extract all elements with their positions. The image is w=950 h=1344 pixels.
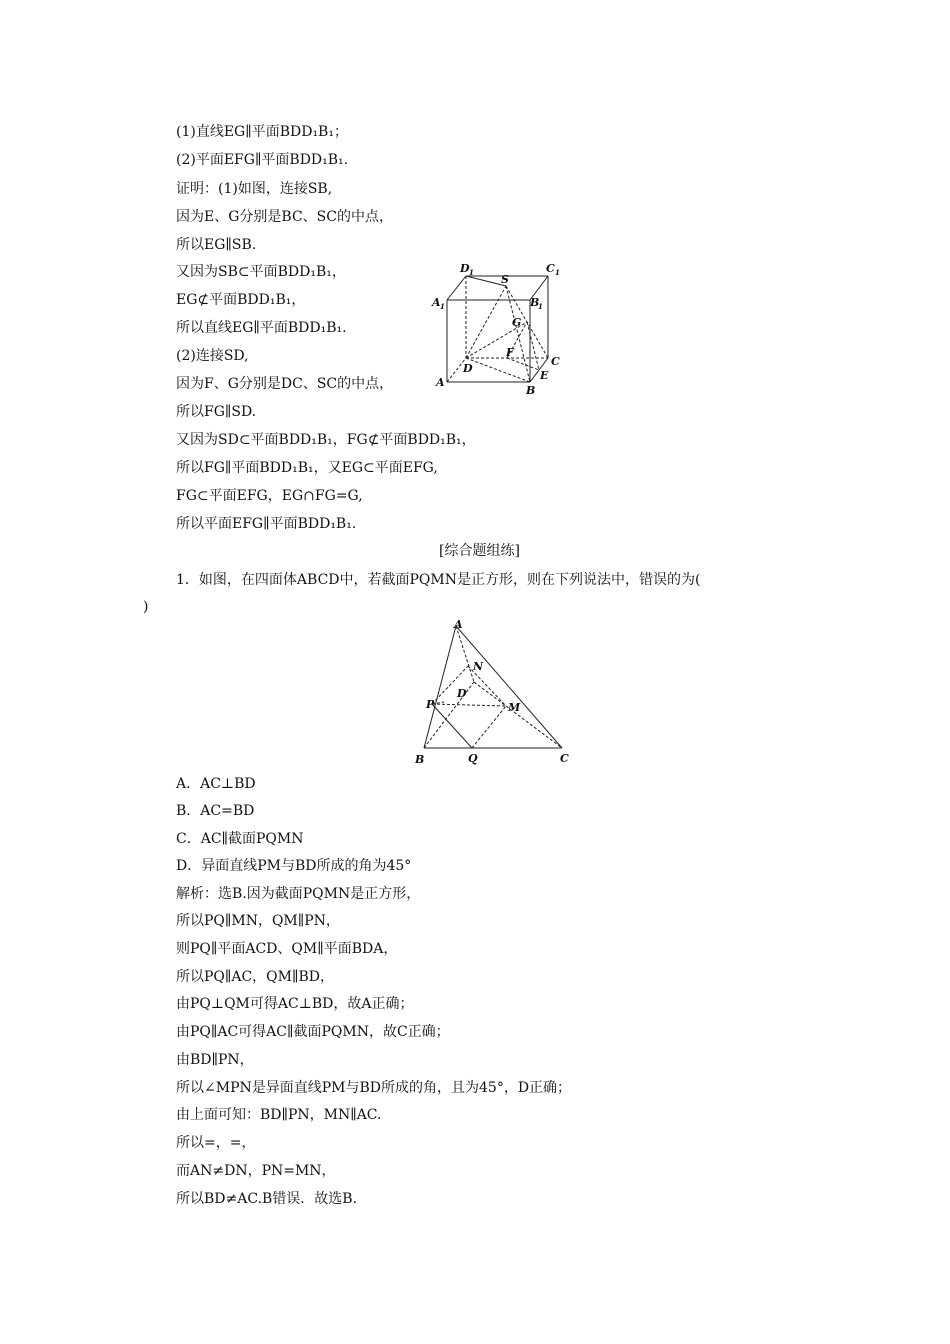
solution-line: 而AN≠DN，PN=MN， xyxy=(176,1163,336,1179)
proof-line: 所以EG∥SB. xyxy=(176,237,257,253)
label-b: B xyxy=(526,384,536,397)
solution-line: 所以PQ∥MN，QM∥PN， xyxy=(176,913,340,929)
cube-labels xyxy=(431,262,560,397)
label-f: F xyxy=(506,346,514,359)
label-d: D xyxy=(457,687,467,700)
solution-line: 则PQ∥平面ACD、QM∥平面BDA， xyxy=(176,941,398,957)
proof-line: (1)直线EG∥平面BDD₁B₁； xyxy=(176,124,348,140)
proof-line: 因为F、G分别是DC、SC的中点， xyxy=(176,376,394,392)
label-c: C xyxy=(551,355,560,368)
label-a: A xyxy=(454,618,463,631)
label-c1: C xyxy=(546,262,555,275)
proof-line: 又因为SB⊂平面BDD₁B₁， xyxy=(176,264,346,280)
solution-line: 所以∠MPN是异面直线PM与BD所成的角，且为45°，D正确； xyxy=(176,1080,572,1096)
solution-line: 所以=，=， xyxy=(176,1135,256,1151)
label-c: C xyxy=(560,752,569,765)
edge-ab xyxy=(424,626,456,748)
solution-line: 由PQ⊥QM可得AC⊥BD，故A正确； xyxy=(176,996,414,1012)
label-d1: D xyxy=(460,262,470,275)
edge-ge xyxy=(527,322,539,370)
cube-figure xyxy=(430,262,570,398)
solution-line: 由上面可知：BD∥PN，MN∥AC. xyxy=(176,1107,382,1123)
proof-line: EG⊄平面BDD₁B₁， xyxy=(176,292,306,308)
proof-line: (2)连接SD, xyxy=(176,348,249,364)
solution-line: 所以PQ∥AC，QM∥BD， xyxy=(176,969,334,985)
label-c1-sub: 1 xyxy=(555,268,560,277)
proof-line: 所以平面EFG∥平面BDD₁B₁. xyxy=(176,516,357,532)
label-g: G xyxy=(512,316,522,329)
edge-fe xyxy=(507,358,539,370)
label-d: D xyxy=(463,362,473,375)
tetrahedron-figure xyxy=(410,618,580,766)
option-b: B．AC=BD xyxy=(176,803,255,819)
edge-db xyxy=(466,358,530,382)
tetra-labels xyxy=(414,618,569,766)
label-d1-sub: 1 xyxy=(469,268,474,277)
label-s: S xyxy=(501,273,509,286)
solution-line: 由BD∥PN， xyxy=(176,1052,254,1068)
solution-line: 解析：选B.因为截面PQMN是正方形， xyxy=(176,886,421,902)
label-n: N xyxy=(473,660,484,673)
option-c: C．AC∥截面PQMN xyxy=(176,831,304,847)
proof-line: 证明：(1)如图，连接SB, xyxy=(176,181,333,197)
edge-pm xyxy=(432,704,506,706)
proof-line: (2)平面EFG∥平面BDD₁B₁. xyxy=(176,152,349,168)
edge-dc xyxy=(474,682,562,748)
proof-line: 所以直线EG∥平面BDD₁B₁. xyxy=(176,320,347,336)
section-title: [综合题组练] xyxy=(439,543,520,559)
edge-ad xyxy=(456,626,474,682)
solution-line: 由PQ∥AC可得AC∥截面PQMN，故C正确； xyxy=(176,1024,450,1040)
proof-line: 又因为SD⊂平面BDD₁B₁，FG⊄平面BDD₁B₁， xyxy=(176,432,476,448)
edge-ds xyxy=(466,286,506,358)
label-p: P xyxy=(426,698,435,711)
edge-a1d1 xyxy=(447,276,466,300)
label-e: E xyxy=(540,369,549,382)
label-a: A xyxy=(436,376,445,389)
proof-line: 因为E、G分别是BC、SC的中点， xyxy=(176,209,393,225)
proof-line: FG⊂平面EFG，EG∩FG=G, xyxy=(176,488,363,504)
proof-line: 所以FG∥SD. xyxy=(176,404,257,420)
label-b1-sub: 1 xyxy=(538,302,543,311)
proof-line: 所以FG∥平面BDD₁B₁，又EG⊂平面EFG, xyxy=(176,460,438,476)
label-q: Q xyxy=(468,752,478,765)
edge-ac xyxy=(456,626,562,748)
label-a1-sub: 1 xyxy=(440,302,445,311)
edge-d1s xyxy=(466,276,506,286)
solution-line: 所以BD≠AC.B错误．故选B. xyxy=(176,1191,358,1207)
edge-qm xyxy=(472,706,506,748)
option-a: A．AC⊥BD xyxy=(176,776,256,792)
label-a1: A xyxy=(432,296,441,309)
option-d: D．异面直线PM与BD所成的角为45° xyxy=(176,858,412,874)
question-stem-cont: ) xyxy=(143,599,149,615)
label-b: B xyxy=(415,753,425,766)
label-m: M xyxy=(508,701,521,714)
label-b1: B xyxy=(530,296,540,309)
question-stem: 1．如图，在四面体ABCD中，若截面PQMN是正方形，则在下列说法中，错误的为( xyxy=(176,572,701,588)
